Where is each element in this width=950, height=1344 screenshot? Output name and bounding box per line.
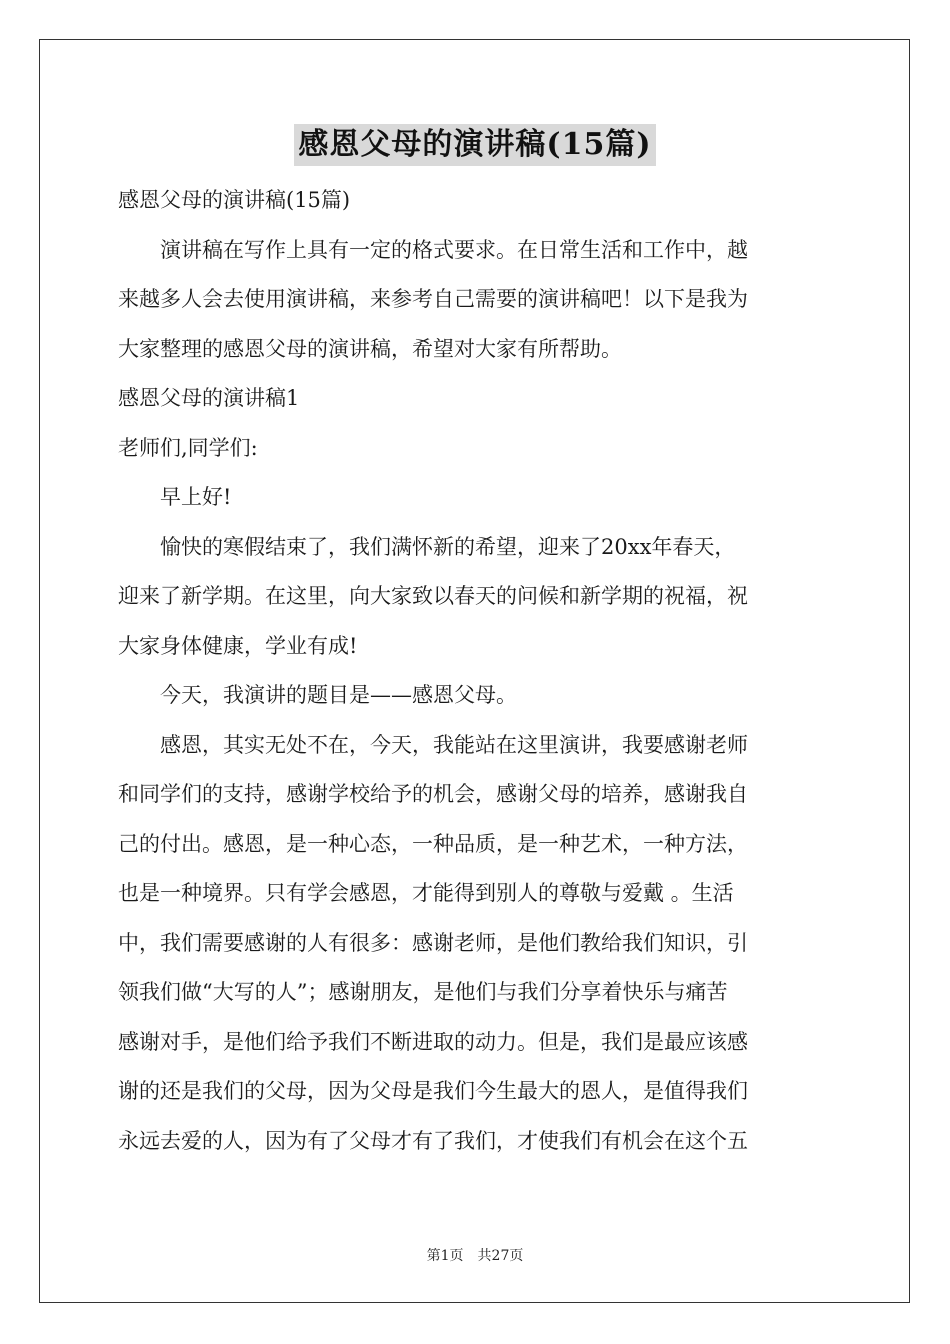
body-line: 中，我们需要感谢的人有很多：感谢老师，是他们教给我们知识，引 bbox=[118, 930, 748, 955]
body-line: 感恩父母的演讲稿1 bbox=[118, 386, 300, 410]
body-line: 大家身体健康，学业有成! bbox=[118, 633, 358, 658]
document-title: 感恩父母的演讲稿(15篇) bbox=[294, 124, 655, 166]
page-footer: 第1页 共27页 bbox=[426, 1248, 524, 1264]
body-line: 愉快的寒假结束了，我们满怀新的希望，迎来了20xx年春天， bbox=[118, 534, 736, 559]
body-line: 演讲稿在写作上具有一定的格式要求。在日常生活和工作中，越 bbox=[118, 237, 748, 262]
body-line: 领我们做“大写的人”；感谢朋友，是他们与我们分享着快乐与痛苦 bbox=[118, 980, 728, 1004]
body-line: 早上好! bbox=[118, 485, 232, 509]
body-line: 感恩父母的演讲稿(15篇) bbox=[118, 188, 351, 212]
body-line: 大家整理的感恩父母的演讲稿，希望对大家有所帮助。 bbox=[118, 336, 622, 361]
body-line: 来越多人会去使用演讲稿，来参考自己需要的演讲稿吧！以下是我为 bbox=[118, 287, 748, 311]
body-line: 今天，我演讲的题目是——感恩父母。 bbox=[118, 683, 517, 707]
document-body bbox=[118, 176, 838, 1166]
body-line: 己的付出。感恩，是一种心态，一种品质，是一种艺术，一种方法， bbox=[118, 831, 748, 856]
body-line: 和同学们的支持，感谢学校给予的机会，感谢父母的培养，感谢我自 bbox=[118, 782, 748, 806]
body-line: 谢的还是我们的父母，因为父母是我们今生最大的恩人，是值得我们 bbox=[118, 1079, 748, 1103]
body-line: 也是一种境界。只有学会感恩，才能得到别人的尊敬与爱戴 。生活 bbox=[118, 881, 734, 905]
body-line: 迎来了新学期。在这里，向大家致以春天的问候和新学期的祝福，祝 bbox=[118, 584, 748, 608]
title-container bbox=[0, 124, 950, 166]
body-line: 老师们,同学们: bbox=[118, 435, 258, 460]
body-line: 感谢对手，是他们给予我们不断进取的动力。但是，我们是最应该感 bbox=[118, 1029, 748, 1054]
body-line: 永远去爱的人，因为有了父母才有了我们，才使我们有机会在这个五 bbox=[118, 1128, 748, 1153]
body-line: 感恩，其实无处不在，今天，我能站在这里演讲，我要感谢老师 bbox=[118, 732, 748, 757]
